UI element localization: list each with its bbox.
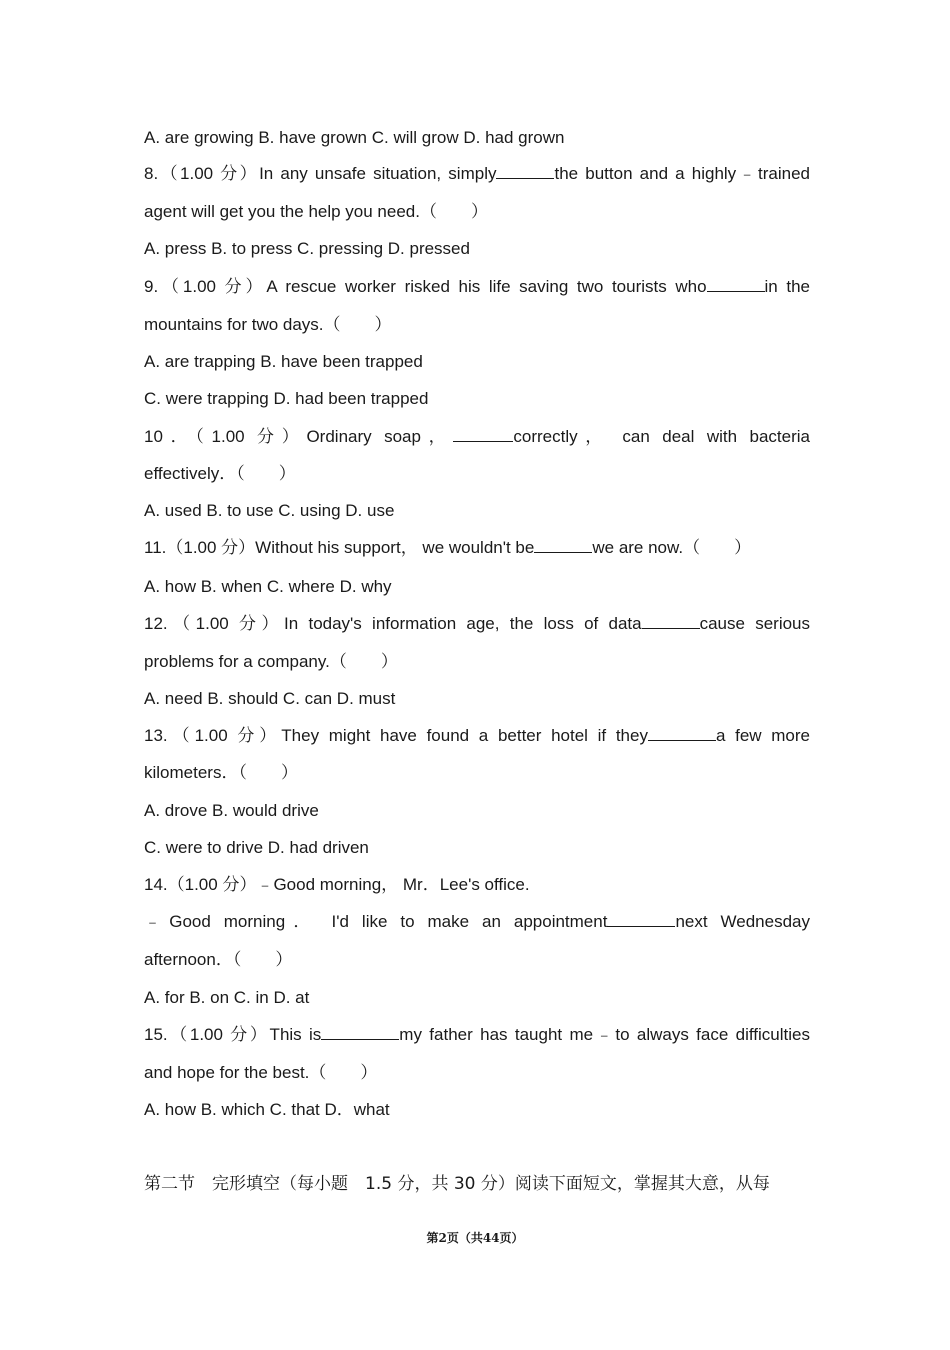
q13-options-2: C. were to drive D. had driven bbox=[144, 838, 369, 857]
q10-stem-line2: effectively．（ ） bbox=[144, 464, 296, 483]
q10-options: A. used B. to use C. using D. use bbox=[144, 501, 395, 520]
page-footer: 第2页（共44页） bbox=[426, 1231, 524, 1245]
q9-stem-suffix: in the bbox=[764, 277, 810, 296]
q15-stem-suffix: my father has taught me﹣to always face difficulties bbox=[399, 1025, 810, 1044]
q12-stem-prefix: 12.（1.00 分）In today's information age, the loss of data bbox=[144, 614, 642, 633]
q15-options: A. how B. which C. that D．what bbox=[144, 1100, 390, 1119]
q14-stem-line2 bbox=[144, 911, 810, 933]
q9-options-2: C. were trapping D. had been trapped bbox=[144, 389, 429, 408]
q9-stem-line2: mountains for two days.（ ） bbox=[144, 315, 392, 334]
q8-blank bbox=[496, 164, 554, 179]
q11-stem-prefix: 11.（1.00 分）Without his support， we wouldn't be bbox=[144, 538, 535, 557]
q10-stem bbox=[144, 426, 810, 448]
q9-stem-prefix: 9.（1.00 分）A rescue worker risked his life saving two tourists who bbox=[144, 277, 707, 296]
q10-stem-prefix: 10．（1.00 分）Ordinary soap， bbox=[144, 427, 454, 446]
q11-stem-suffix: we are now.（ ） bbox=[592, 538, 752, 557]
q14-blank bbox=[607, 912, 675, 927]
section2-heading: 第二节 完形填空（每小题 1.5 分，共 30 分）阅读下面短文，掌握其大意，从每 bbox=[144, 1174, 770, 1194]
q12-blank bbox=[642, 614, 700, 629]
q12-options: A. need B. should C. can D. must bbox=[144, 689, 396, 708]
q15-stem bbox=[144, 1024, 810, 1046]
q8-stem-line2: agent will get you the help you need.（ ） bbox=[144, 202, 488, 221]
q13-stem-suffix: a few more bbox=[715, 726, 811, 745]
q14-stem-line3: afternoon．（ ） bbox=[144, 950, 293, 969]
q10-blank bbox=[453, 427, 513, 442]
q11-options: A. how B. when C. where D. why bbox=[144, 577, 392, 596]
q13-stem bbox=[144, 725, 810, 747]
q14-options: A. for B. on C. in D. at bbox=[144, 988, 310, 1007]
q15-stem-prefix: 15.（1.00 分）This is bbox=[144, 1025, 322, 1044]
q9-stem bbox=[144, 276, 810, 298]
q10-stem-suffix: correctly， can deal with bacteria bbox=[513, 427, 810, 446]
q12-stem bbox=[144, 613, 810, 635]
q11-stem bbox=[144, 537, 810, 559]
q13-stem-prefix: 13.（1.00 分）They might have found a better hotel if they bbox=[144, 726, 648, 745]
q12-stem-line2: problems for a company.（ ） bbox=[144, 652, 398, 671]
q8-stem-suffix: the button and a highly﹣trained bbox=[554, 164, 810, 183]
q8-options: A. press B. to press C. pressing D. pressed bbox=[144, 239, 470, 258]
q13-stem-line2: kilometers．（ ） bbox=[144, 763, 298, 782]
q14-stem-suffix: next Wednesday bbox=[675, 912, 810, 931]
q13-options-1: A. drove B. would drive bbox=[144, 801, 319, 820]
q14-stem: 14.（1.00 分）﹣Good morning， Mr．Lee's office. bbox=[144, 875, 530, 894]
q12-stem-suffix: cause serious bbox=[699, 614, 811, 633]
q8-stem bbox=[144, 163, 810, 185]
q7-options: A. are growing B. have grown C. will grow D. had grown bbox=[144, 128, 565, 147]
q14-stem-prefix: ﹣Good morning． I'd like to make an appointment bbox=[144, 912, 608, 931]
q13-blank bbox=[648, 726, 716, 741]
q9-blank bbox=[707, 277, 765, 292]
q15-blank bbox=[321, 1025, 399, 1040]
q11-blank bbox=[534, 538, 592, 553]
q15-stem-line2: and hope for the best.（ ） bbox=[144, 1063, 378, 1082]
q9-options-1: A. are trapping B. have been trapped bbox=[144, 352, 423, 371]
q8-stem-prefix: 8.（1.00 分）In any unsafe situation, simply bbox=[144, 164, 497, 183]
